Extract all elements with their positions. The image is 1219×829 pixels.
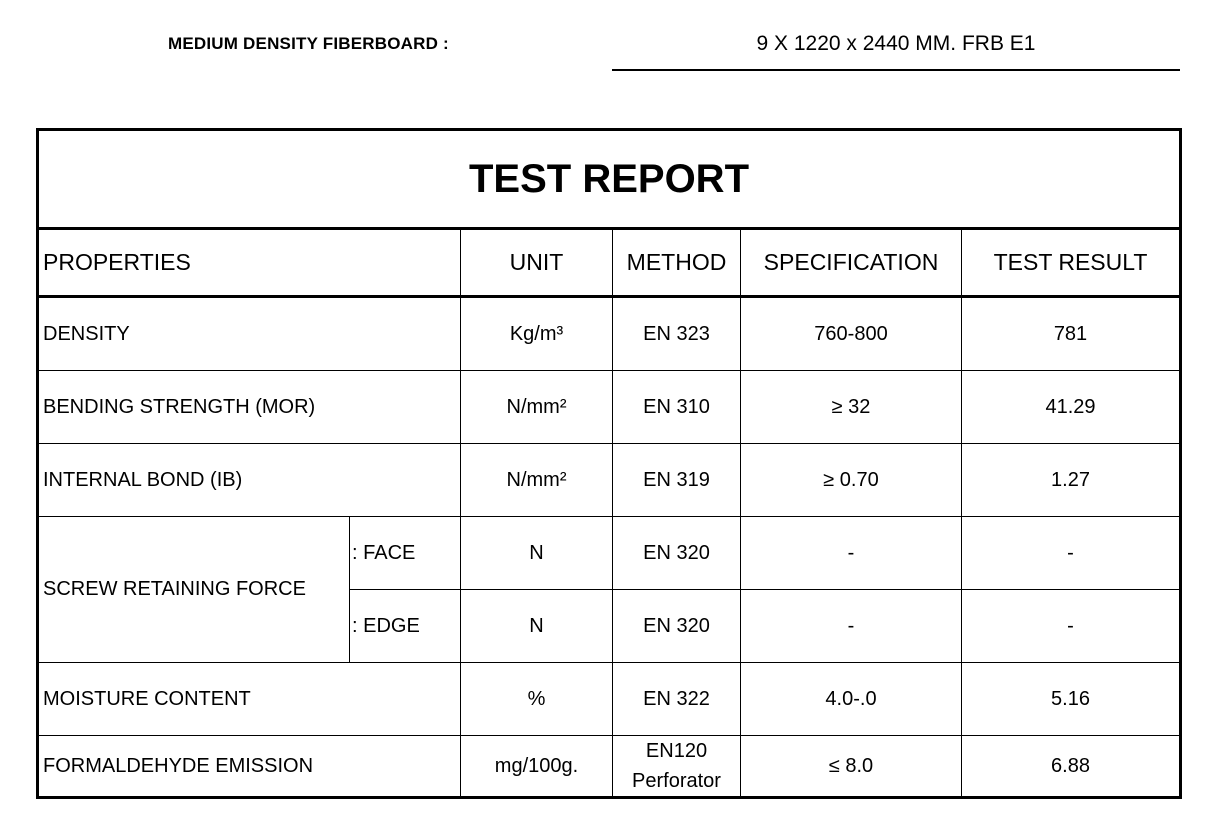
property-name: SCREW RETAINING FORCE xyxy=(38,517,350,663)
column-header-unit: UNIT xyxy=(461,229,613,297)
method-cell: EN 320 xyxy=(613,517,741,590)
product-spec-underline xyxy=(612,69,1180,71)
unit-cell: Kg/m³ xyxy=(461,297,613,371)
column-header-specification: SPECIFICATION xyxy=(741,229,962,297)
table-row-formaldehyde-emission xyxy=(38,736,1181,798)
method-cell: EN 323 xyxy=(613,297,741,371)
result-cell: 6.88 xyxy=(962,736,1181,798)
method-cell: EN 322 xyxy=(613,663,741,736)
result-cell: 5.16 xyxy=(962,663,1181,736)
specification-cell: 760-800 xyxy=(741,297,962,371)
specification-cell: 4.0-.0 xyxy=(741,663,962,736)
method-line-1: EN120 xyxy=(645,740,708,762)
column-header-method: METHOD xyxy=(613,229,741,297)
unit-cell: % xyxy=(461,663,613,736)
method-cell: EN 319 xyxy=(613,444,741,517)
unit-cell: mg/100g. xyxy=(461,736,613,798)
product-label: MEDIUM DENSITY FIBERBOARD : xyxy=(168,34,449,53)
table-row-internal-bond xyxy=(38,444,1181,517)
result-cell: 41.29 xyxy=(962,371,1181,444)
property-name: MOISTURE CONTENT xyxy=(38,663,461,736)
unit-cell: N xyxy=(461,517,613,590)
method-cell: EN 310 xyxy=(613,371,741,444)
method-cell: EN 320 xyxy=(613,590,741,663)
sub-property-label: : FACE xyxy=(350,517,461,590)
test-report-table xyxy=(36,128,1182,799)
unit-cell: N/mm² xyxy=(461,371,613,444)
specification-cell: ≥ 0.70 xyxy=(741,444,962,517)
table-row-density xyxy=(38,297,1181,371)
unit-cell: N xyxy=(461,590,613,663)
table-row-bending-strength xyxy=(38,371,1181,444)
specification-cell: - xyxy=(741,517,962,590)
unit-cell: N/mm² xyxy=(461,444,613,517)
table-row-moisture-content xyxy=(38,663,1181,736)
result-cell: 781 xyxy=(962,297,1181,371)
table-row-screw-face xyxy=(38,517,1181,590)
result-cell: 1.27 xyxy=(962,444,1181,517)
result-cell: - xyxy=(962,517,1181,590)
specification-cell: - xyxy=(741,590,962,663)
report-title: TEST REPORT xyxy=(38,130,1181,229)
method-cell xyxy=(613,736,741,798)
result-cell: - xyxy=(962,590,1181,663)
column-header-test-result: TEST RESULT xyxy=(962,229,1181,297)
specification-cell: ≤ 8.0 xyxy=(741,736,962,798)
property-name: DENSITY xyxy=(38,297,461,371)
column-header-properties: PROPERTIES xyxy=(38,229,461,297)
property-name: BENDING STRENGTH (MOR) xyxy=(38,371,461,444)
product-spec: 9 X 1220 x 2440 MM. FRB E1 xyxy=(756,32,1036,55)
property-name: INTERNAL BOND (IB) xyxy=(38,444,461,517)
specification-cell: ≥ 32 xyxy=(741,371,962,444)
method-line-2: Perforator xyxy=(632,770,721,792)
property-name: FORMALDEHYDE EMISSION xyxy=(38,736,461,798)
sub-property-label: : EDGE xyxy=(350,590,461,663)
